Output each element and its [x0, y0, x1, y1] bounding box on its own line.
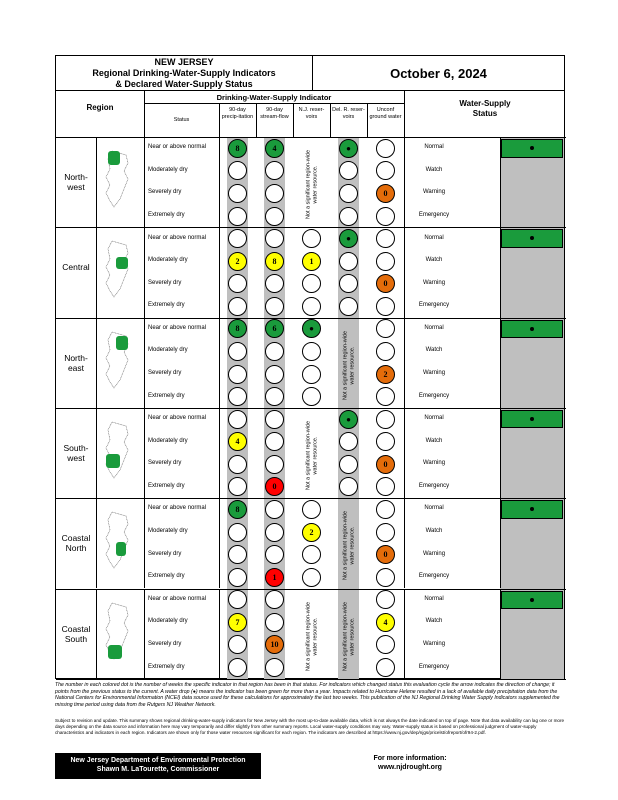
gw-indicator-dot: [376, 635, 395, 654]
ws-level-label: Normal: [424, 595, 444, 602]
status-level-label: Near or above normal: [148, 144, 207, 151]
indicator-table: [55, 91, 565, 679]
grid-line: [144, 137, 145, 227]
water-drop-icon: [530, 236, 534, 240]
precip-indicator-dot: [228, 297, 247, 316]
precip-indicator-dot: 4: [228, 432, 247, 451]
grid-line: [144, 91, 145, 137]
status-level-label: Moderately dry: [148, 257, 188, 264]
region-name: North-east: [64, 352, 88, 373]
stream-indicator-dot: [265, 455, 284, 474]
delres-indicator-dot: [339, 455, 358, 474]
gw-indicator-dot: [376, 139, 395, 158]
grid-line: [144, 318, 145, 408]
region-map-icon: [102, 149, 136, 209]
stream-indicator-dot: 10: [265, 635, 284, 654]
highlighted-region-shape: [116, 257, 128, 269]
more-info-label: For more information:: [373, 755, 447, 762]
ws-status-flag: [501, 229, 563, 248]
grid-line: [96, 227, 97, 317]
delres-indicator-dot: ●: [339, 229, 358, 248]
ws-level-label: Warning: [422, 550, 446, 557]
grid-line: [404, 137, 405, 227]
status-level-label: Extremely dry: [148, 663, 185, 670]
stream-indicator-dot: 0: [265, 477, 284, 496]
grid-line: [144, 408, 145, 498]
gw-indicator-dot: 0: [376, 184, 395, 203]
delres-header: Del. R. reser-voirs: [332, 107, 365, 120]
water-drop-icon: [530, 507, 534, 511]
grid-line: [56, 137, 566, 138]
region-name: South-west: [63, 443, 89, 464]
grid-line: [404, 318, 405, 408]
delres-indicator-dot: [339, 184, 358, 203]
delres-indicator-dot: [339, 297, 358, 316]
precip-indicator-dot: 8: [228, 319, 247, 338]
njres-indicator-dot: [302, 229, 321, 248]
region-map-icon: [102, 510, 136, 570]
grid-line: [256, 103, 257, 137]
ws-status-flag: [501, 139, 563, 158]
grid-line: [96, 589, 97, 679]
title-line-1: NEW JERSEY: [154, 57, 214, 67]
region-map-icon: [102, 239, 136, 299]
ws-status-header-1: Water-Supply: [459, 99, 511, 108]
precip-indicator-dot: [228, 455, 247, 474]
precip-indicator-dot: [228, 342, 247, 361]
grid-line: [56, 589, 566, 590]
gw-indicator-dot: [376, 229, 395, 248]
precip-indicator-dot: [228, 229, 247, 248]
ws-status-flag: [501, 410, 563, 429]
highlighted-region-shape: [106, 454, 120, 468]
gw-indicator-dot: [376, 161, 395, 180]
gw-indicator-dot: [376, 477, 395, 496]
precip-indicator-dot: [228, 523, 247, 542]
njres-indicator-dot: [302, 342, 321, 361]
grid-line: [144, 103, 404, 104]
ws-level-label: Emergency: [418, 663, 450, 670]
gw-indicator-dot: [376, 297, 395, 316]
grid-line: [56, 408, 566, 409]
njres-indicator-dot: [302, 274, 321, 293]
delres-indicator-dot: ●: [339, 139, 358, 158]
status-level-label: Extremely dry: [148, 573, 185, 580]
gw-header: Unconf ground water: [369, 107, 402, 120]
njres-indicator-dot: [302, 545, 321, 564]
region-name: North-west: [64, 172, 88, 193]
status-level-label: Near or above normal: [148, 505, 207, 512]
stream-indicator-dot: [265, 545, 284, 564]
status-level-label: Moderately dry: [148, 618, 188, 625]
gw-indicator-dot: [376, 207, 395, 226]
not-significant-note: Not a significant region-wide water resource.: [342, 511, 355, 581]
indicator-group-header: Drinking-Water-Supply Indicator: [216, 93, 332, 102]
stream-indicator-dot: [265, 410, 284, 429]
region-name: Coastal North: [61, 533, 91, 554]
precip-indicator-dot: [228, 207, 247, 226]
status-level-label: Severely dry: [148, 370, 182, 377]
not-significant-note: Not a significant region-wide water resource.: [305, 601, 318, 671]
region-map-icon: [102, 330, 136, 390]
gw-indicator-dot: 4: [376, 613, 395, 632]
precip-indicator-dot: 2: [228, 252, 247, 271]
status-level-label: Moderately dry: [148, 166, 188, 173]
status-level-label: Near or above normal: [148, 234, 207, 241]
gw-indicator-dot: [376, 658, 395, 677]
ws-level-label: Normal: [424, 505, 444, 512]
stream-indicator-dot: [265, 184, 284, 203]
gw-indicator-dot: [376, 590, 395, 609]
status-level-label: Extremely dry: [148, 302, 185, 309]
footnote: The number in each colored dot is the number of weeks the specific indicator in that region has been in that status. For indicators which changed status this evaluation cycle the arrow indicates the direction of change; it points from the previous status to the current. A water drop (●) means the indicator has been green for more than a year. Impacts related to Hurricane Helene resulted in a lack of available daily precipitation data from the National Centers for Environmental Information (NCEI) data source used for these calculations for approximately the last two weeks. This publication of the NJ Regional Drinking Water Supply Indicators supplemented the missing time period using data from the Rutgers NJ Weather Network.: [55, 682, 560, 708]
ws-level-label: Emergency: [418, 392, 450, 399]
not-significant-note: Not a significant region-wide water resource.: [342, 601, 355, 671]
ws-level-label: Warning: [422, 279, 446, 286]
status-header: Status: [173, 117, 190, 123]
njres-indicator-dot: [302, 387, 321, 406]
region-map-icon: [102, 601, 136, 661]
precip-indicator-dot: [228, 410, 247, 429]
status-level-label: Near or above normal: [148, 415, 207, 422]
precip-indicator-dot: [228, 658, 247, 677]
gw-indicator-dot: [376, 523, 395, 542]
status-level-label: Near or above normal: [148, 324, 207, 331]
stream-indicator-dot: [265, 365, 284, 384]
gw-indicator-dot: 0: [376, 455, 395, 474]
region-header: Region: [86, 103, 114, 112]
delres-indicator-dot: [339, 252, 358, 271]
gw-indicator-dot: 2: [376, 365, 395, 384]
gw-indicator-dot: [376, 387, 395, 406]
region-name: Central: [62, 262, 90, 273]
ws-status-flag: [501, 320, 563, 339]
precip-indicator-dot: 7: [228, 613, 247, 632]
ws-status-header-2: Status: [472, 109, 498, 118]
gw-indicator-dot: [376, 568, 395, 587]
more-info-link[interactable]: www.njdrought.org: [378, 764, 442, 771]
grid-line: [293, 103, 294, 137]
precip-indicator-dot: [228, 568, 247, 587]
grid-line: [219, 103, 220, 137]
grid-line: [96, 498, 97, 588]
status-level-label: Extremely dry: [148, 392, 185, 399]
gw-indicator-dot: [376, 319, 395, 338]
precip-indicator-dot: 8: [228, 500, 247, 519]
precip-indicator-dot: [228, 545, 247, 564]
ws-level-label: Warning: [422, 370, 446, 377]
status-level-label: Severely dry: [148, 279, 182, 286]
region-map-icon: [102, 420, 136, 480]
grid-line: [96, 318, 97, 408]
more-info: [330, 754, 490, 772]
stream-indicator-dot: [265, 613, 284, 632]
stream-indicator-dot: [265, 207, 284, 226]
highlighted-region-shape: [108, 151, 120, 165]
delres-indicator-dot: ●: [339, 410, 358, 429]
title-line-2: Regional Drinking-Water-Supply Indicators: [92, 68, 276, 78]
ws-level-label: Normal: [424, 324, 444, 331]
precip-indicator-dot: 8: [228, 139, 247, 158]
ws-level-label: Normal: [424, 144, 444, 151]
grid-line: [404, 408, 405, 498]
njres-indicator-dot: ●: [302, 319, 321, 338]
ws-level-label: Warning: [422, 640, 446, 647]
ws-level-label: Watch: [425, 528, 443, 535]
stream-indicator-dot: [265, 229, 284, 248]
not-significant-note: Not a significant region-wide water resource.: [305, 150, 318, 220]
grid-line: [367, 103, 368, 137]
ws-level-label: Watch: [425, 347, 443, 354]
ws-status-flag: [501, 500, 563, 519]
status-level-label: Severely dry: [148, 550, 182, 557]
stream-header: 90-day stream-flow: [260, 107, 289, 120]
grid-line: [144, 498, 145, 588]
grid-line: [404, 589, 405, 679]
ws-level-label: Normal: [424, 415, 444, 422]
ws-level-label: Watch: [425, 618, 443, 625]
grid-line: [330, 103, 331, 137]
commissioner: Shawn M. LaTourette, Commissioner: [96, 765, 220, 773]
water-drop-icon: [530, 598, 534, 602]
njres-indicator-dot: 2: [302, 523, 321, 542]
precip-indicator-dot: [228, 387, 247, 406]
stream-indicator-dot: [265, 342, 284, 361]
water-drop-icon: [530, 417, 534, 421]
stream-indicator-dot: 1: [265, 568, 284, 587]
precip-indicator-dot: [228, 184, 247, 203]
status-level-label: Moderately dry: [148, 528, 188, 535]
ws-level-label: Watch: [425, 166, 443, 173]
status-level-label: Moderately dry: [148, 347, 188, 354]
stream-indicator-dot: 6: [265, 319, 284, 338]
stream-indicator-dot: [265, 387, 284, 406]
dept-banner: [55, 753, 261, 779]
status-level-label: Severely dry: [148, 189, 182, 196]
ws-level-label: Normal: [424, 234, 444, 241]
title-line-3: & Declared Water-Supply Status: [115, 79, 253, 89]
stream-indicator-dot: 8: [265, 252, 284, 271]
ws-level-label: Warning: [422, 189, 446, 196]
gw-indicator-dot: [376, 410, 395, 429]
precip-indicator-dot: [228, 365, 247, 384]
gw-indicator-dot: [376, 252, 395, 271]
grid-line: [404, 227, 405, 317]
highlighted-region-shape: [116, 336, 128, 350]
highlighted-region-shape: [116, 542, 126, 556]
delres-indicator-dot: [339, 207, 358, 226]
grid-line: [144, 589, 145, 679]
highlighted-region-shape: [108, 645, 122, 659]
grid-line: [96, 408, 97, 498]
grid-line: [144, 227, 145, 317]
njres-header: N.J. reser-voirs: [298, 107, 325, 120]
title-box: [55, 55, 313, 91]
water-drop-icon: [530, 146, 534, 150]
region-name: Coastal South: [61, 623, 91, 644]
gw-indicator-dot: [376, 500, 395, 519]
ws-level-label: Emergency: [418, 573, 450, 580]
ws-status-flag: [501, 591, 563, 610]
status-level-label: Near or above normal: [148, 595, 207, 602]
ws-level-label: Emergency: [418, 482, 450, 489]
status-level-label: Extremely dry: [148, 482, 185, 489]
gw-indicator-dot: [376, 342, 395, 361]
ws-level-label: Emergency: [418, 212, 450, 218]
gw-indicator-dot: 0: [376, 545, 395, 564]
not-significant-note: Not a significant region-wide water resource.: [342, 330, 355, 400]
ws-level-label: Watch: [425, 437, 443, 444]
gw-indicator-dot: 0: [376, 274, 395, 293]
status-level-label: Extremely dry: [148, 212, 185, 218]
grid-line: [404, 91, 405, 137]
not-significant-note: Not a significant region-wide water resource.: [305, 421, 318, 491]
njres-indicator-dot: [302, 297, 321, 316]
status-level-label: Severely dry: [148, 460, 182, 467]
disclaimer: Subject to revision and update. This summary shows regional drinking-water-supply indicators for New Jersey with the most up-to-date available data, which is not always the date indicated on top of page. Note that data availability can lag one or more days depending on the data source and information here may vary temporarily and differ slightly from other summary reports. Local water-supply conditions may vary. Water-supply status is based on professional judgment of water-supply characteristics and indicators in each region. Indicators are shown only for those water resources significant for each region. The indicators are described at https://www.nj.gov/dep/njgs/pricelst/ofreport/ofr94-2.pdf.: [55, 718, 565, 735]
stream-indicator-dot: [265, 658, 284, 677]
njres-indicator-dot: [302, 500, 321, 519]
stream-indicator-dot: [265, 297, 284, 316]
grid-line: [56, 679, 566, 680]
dept-name: New Jersey Department of Environmental Protection: [70, 757, 246, 764]
grid-line: [404, 498, 405, 588]
njres-indicator-dot: [302, 365, 321, 384]
ws-level-label: Warning: [422, 460, 446, 467]
grid-line: [96, 137, 97, 227]
ws-level-label: Emergency: [418, 302, 450, 309]
status-level-label: Severely dry: [148, 640, 182, 647]
report-date: October 6, 2024: [313, 55, 565, 91]
status-level-label: Moderately dry: [148, 437, 188, 444]
precip-header: 90-day precip-itation: [221, 107, 254, 120]
water-drop-icon: [530, 327, 534, 331]
stream-indicator-dot: [265, 500, 284, 519]
njres-indicator-dot: [302, 568, 321, 587]
gw-indicator-dot: [376, 432, 395, 451]
ws-level-label: Watch: [425, 257, 443, 264]
stream-indicator-dot: [265, 523, 284, 542]
stream-indicator-dot: 4: [265, 139, 284, 158]
njres-indicator-dot: 1: [302, 252, 321, 271]
